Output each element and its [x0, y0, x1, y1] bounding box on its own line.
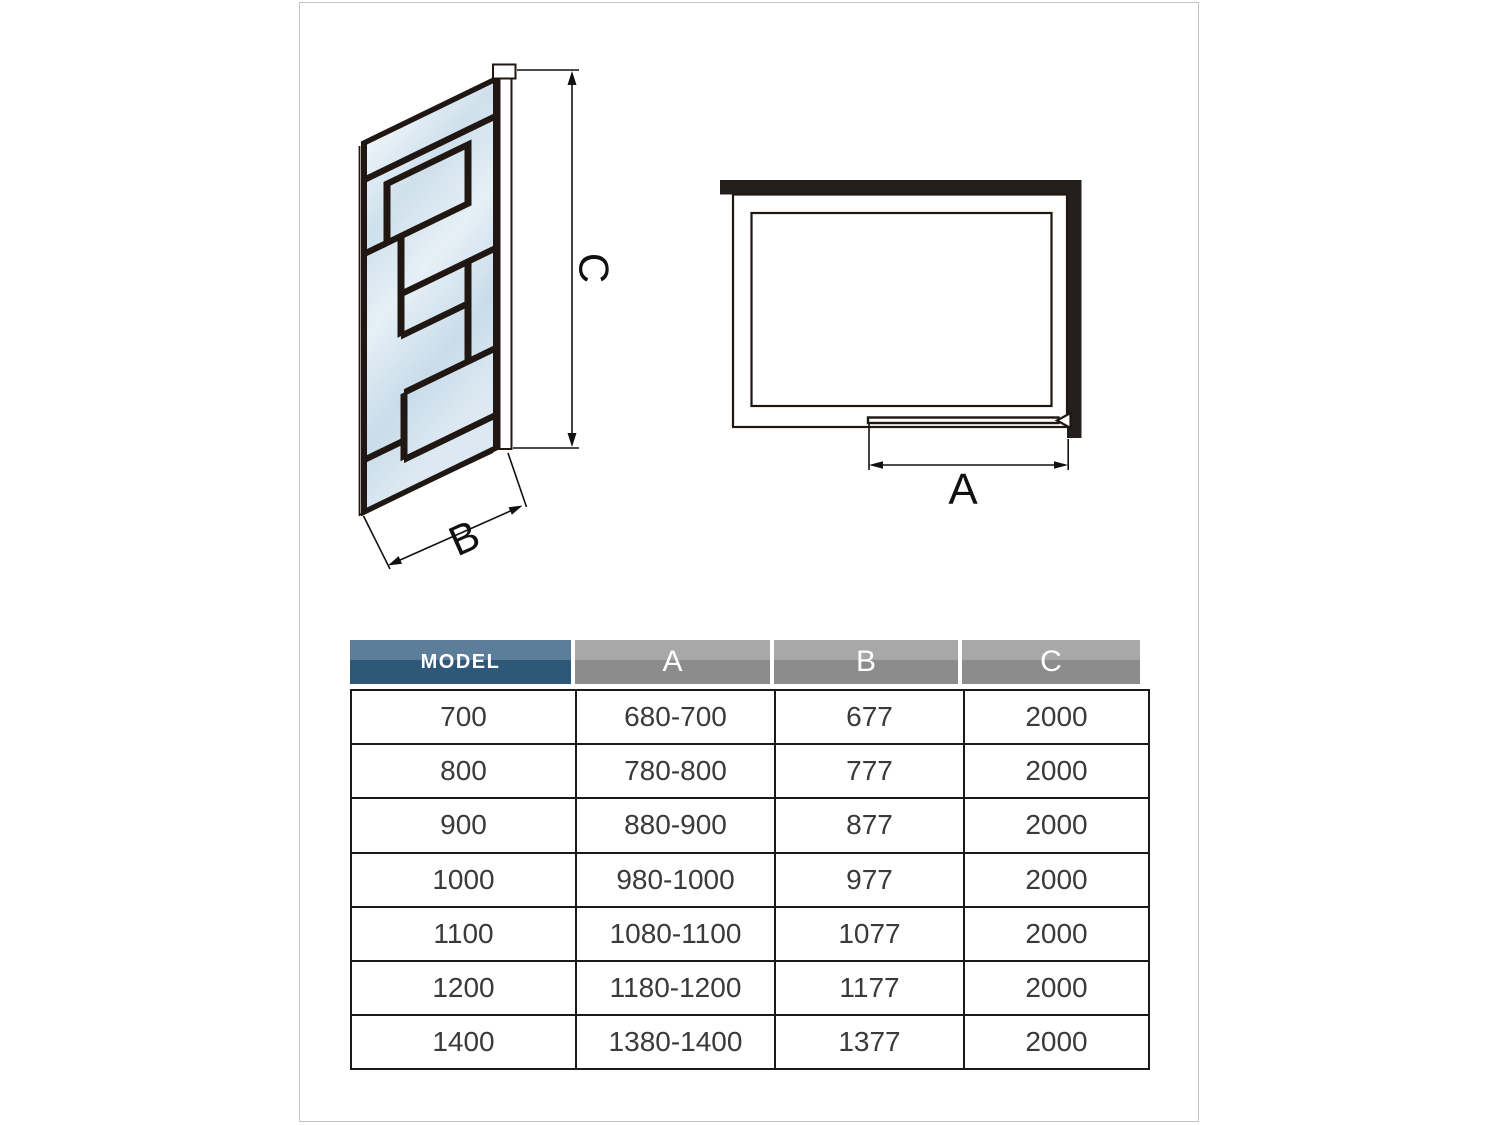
cell-b: 1077: [775, 907, 964, 961]
wall-right: [1067, 180, 1082, 438]
cell-model: 1400: [351, 1015, 576, 1069]
dim-a-arrow-right: [1054, 461, 1068, 469]
cell-c: 2000: [964, 798, 1149, 852]
dim-b-arrow-left: [388, 556, 402, 565]
cell-model: 1000: [351, 853, 576, 907]
wall-profile: [500, 73, 512, 449]
cell-a: 1080-1100: [576, 907, 775, 961]
wall-top: [720, 180, 1082, 195]
dim-b-ext-right: [508, 453, 527, 507]
cell-a: 880-900: [576, 798, 775, 852]
cell-b: 877: [775, 798, 964, 852]
cell-c: 2000: [964, 907, 1149, 961]
dim-c-arrow-up: [568, 71, 577, 85]
cell-b: 1177: [775, 961, 964, 1015]
dim-c-arrow-down: [568, 433, 577, 447]
glass-panel: [364, 79, 496, 512]
table-row: [351, 907, 1149, 961]
cell-a: 780-800: [576, 744, 775, 798]
cell-a: 1380-1400: [576, 1015, 775, 1069]
cell-a: 680-700: [576, 690, 775, 744]
cell-c: 2000: [964, 744, 1149, 798]
cell-b: 677: [775, 690, 964, 744]
cell-a: 980-1000: [576, 853, 775, 907]
table-row: [351, 1015, 1149, 1069]
cell-c: 2000: [964, 961, 1149, 1015]
dimension-a-label: A: [948, 465, 978, 514]
spec-table-header: [350, 640, 1140, 684]
table-row: [351, 744, 1149, 798]
dimension-c-label: C: [570, 252, 618, 284]
cell-model: 800: [351, 744, 576, 798]
header-a: A: [575, 640, 770, 684]
wall-bracket: [1057, 413, 1071, 428]
header-b: B: [774, 640, 958, 684]
dimension-c: [513, 70, 579, 448]
shower-tray-outer: [733, 195, 1067, 428]
cell-model: 900: [351, 798, 576, 852]
glass-screen-plan: [868, 418, 1059, 424]
cell-c: 2000: [964, 853, 1149, 907]
side-view-diagram: [360, 65, 618, 570]
cell-model: 1100: [351, 907, 576, 961]
cell-b: 977: [775, 853, 964, 907]
wall-profile-cap: [493, 65, 516, 79]
table-row: [351, 853, 1149, 907]
dimension-b-label: B: [441, 510, 487, 565]
dim-b-arrow-right: [509, 506, 523, 515]
dim-b-ext-left: [364, 516, 391, 569]
dim-a-arrow-left: [869, 461, 883, 469]
spec-table: [350, 640, 1140, 1070]
cell-model: 1200: [351, 961, 576, 1015]
top-view-diagram: [720, 180, 1082, 514]
cell-c: 2000: [964, 690, 1149, 744]
spec-table-body: [350, 689, 1150, 1070]
cell-c: 2000: [964, 1015, 1149, 1069]
shower-tray-inner: [752, 213, 1052, 406]
cell-model: 700: [351, 690, 576, 744]
table-row: [351, 798, 1149, 852]
dimension-a: [869, 424, 1068, 470]
header-model: MODEL: [350, 640, 571, 684]
table-row: [351, 690, 1149, 744]
cell-a: 1180-1200: [576, 961, 775, 1015]
table-row: [351, 961, 1149, 1015]
cell-b: 777: [775, 744, 964, 798]
header-c: C: [962, 640, 1140, 684]
cell-b: 1377: [775, 1015, 964, 1069]
